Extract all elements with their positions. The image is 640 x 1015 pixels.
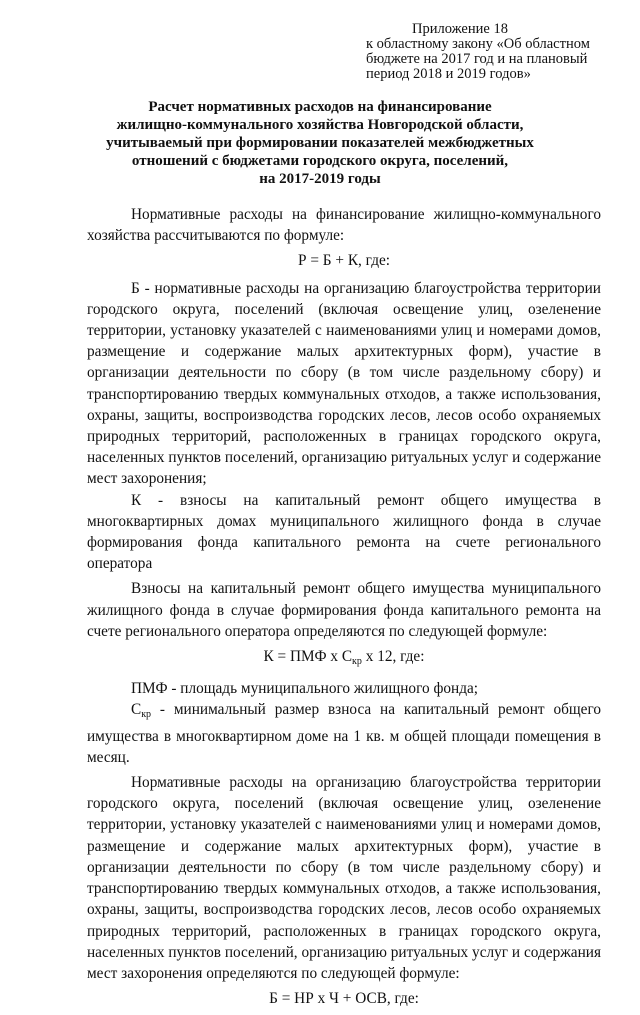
formula-k-part: х 12, где:: [361, 648, 425, 666]
title-line: учитываемый при формировании показателей межбюджетных: [106, 135, 534, 151]
formula-k-part: К = ПМФ х С: [263, 648, 353, 666]
appendix-header: [366, 22, 616, 82]
document-body: [87, 204, 601, 1015]
appendix-line: бюджете на 2017 год и на плановый: [366, 51, 588, 67]
formula-k-subscript: кр: [352, 656, 362, 668]
appendix-line: к областному закону «Об областном: [366, 36, 590, 52]
definition-skr-subscript: кр: [141, 709, 152, 721]
appendix-number: Приложение 18: [412, 21, 508, 37]
definition-skr-symbol: С: [131, 701, 142, 719]
definition-skr-text: - минимальный размер взноса на капитальный ремонт общего имущества в многоквартирном доме на 1 кв. м общей площади помещения в месяц.: [87, 701, 601, 766]
title-line: Расчет нормативных расходов на финансирование: [148, 99, 492, 115]
definition-skr: [87, 699, 601, 768]
k-intro-paragraph: Взносы на капитальный ремонт общего имущества муниципального жилищного фонда в случае формирования фонда капитального ремонта на счете регионального оператора определяются по следующей формуле:: [87, 580, 601, 640]
formula-b: Б = НР х Ч + ОСВ, где:: [269, 990, 419, 1008]
definition-b: Б - нормативные расходы на организацию благоустройства территории городского округа, поселений (включая освещение улиц, озеленение территории, установку указателей с наименованиями улиц и номерами домов, размещение и содержание малых архитектурных форм), участие в организации деятельности по сбору (в том числе раздельному сбору) и транспортированию твердых коммунальных отходов, а также использования, охраны, защиты, воспроизводства городских лесов, лесов особо охраняемых природных территорий, расположенных в границах городского округа, населенных пунктов поселений, организацию ритуальных услуг и содержание мест захоронения;: [87, 279, 601, 488]
formula-r: Р = Б + К, где:: [297, 252, 391, 270]
definition-pmf: ПМФ - площадь муниципального жилищного фонда;: [131, 680, 479, 698]
document-title: [100, 98, 540, 188]
title-line: жилищно-коммунального хозяйства Новгородской области,: [116, 117, 524, 133]
definition-k: К - взносы на капитальный ремонт общего имущества в многоквартирных домах муниципального жилищного фонда в случае формирования фонда капитального ремонта на счете регионального оператора: [87, 491, 601, 573]
b-intro-paragraph: Нормативные расходы на организацию благоустройства территории городского округа, поселений (включая освещение улиц, озеленение территории, установку указателей с наименованиями улиц и номерами домов, размещение и содержание малых архитектурных форм), участие в организации деятельности по сбору (в том числе раздельному сбору) и транспортированию твердых коммунальных отходов, а также использования, охраны, защиты, воспроизводства городских лесов, лесов особо охраняемых природных территорий, расположенных в границах городского округа, населенных пунктов поселений, организацию ритуальных услуг и содержания мест захоронения определяются по следующей формуле:: [87, 774, 601, 982]
appendix-line: период 2018 и 2019 годов»: [366, 66, 531, 82]
title-line: на 2017-2019 годы: [259, 171, 381, 187]
intro-paragraph: Нормативные расходы на финансирование жилищно-коммунального хозяйства рассчитываются по формуле:: [87, 206, 601, 245]
title-line: отношений с бюджетами городского округа, поселений,: [131, 153, 509, 169]
formula-k: [87, 646, 601, 672]
